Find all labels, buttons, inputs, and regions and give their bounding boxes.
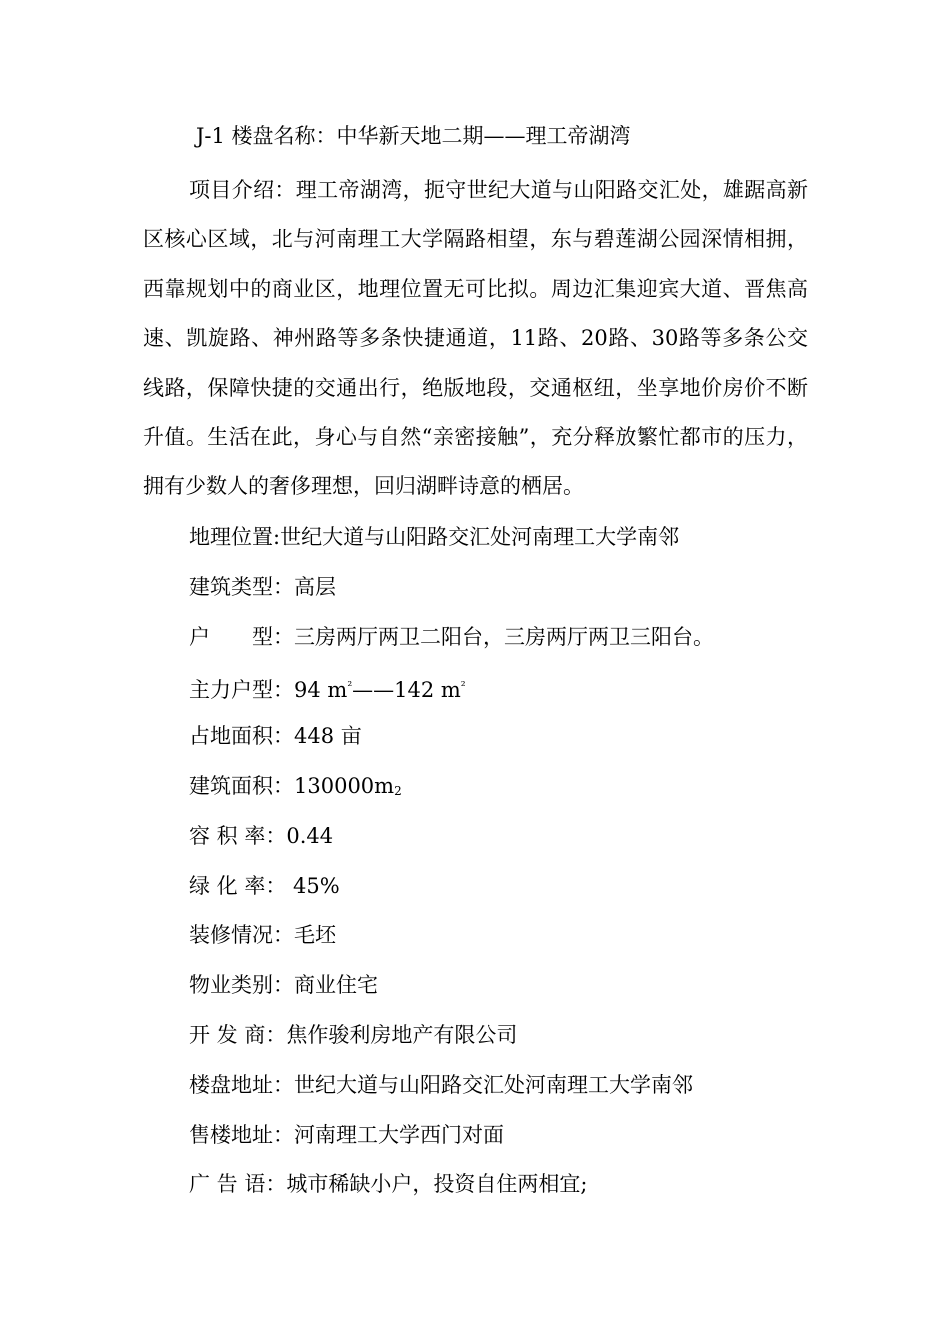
field-label: 建筑类型： — [189, 574, 294, 599]
field-label: 绿 化 率： — [189, 873, 287, 898]
field-unit-type — [189, 613, 714, 663]
square-subscript: 2 — [394, 783, 402, 798]
field-value: 45% — [286, 873, 340, 898]
field-value: 世纪大道与山阳路交汇处河南理工大学南邻 — [280, 525, 680, 549]
field-sales-office-address — [189, 1111, 714, 1161]
field-label: 售楼地址： — [189, 1122, 294, 1147]
field-label: 广 告 语： — [189, 1172, 287, 1197]
field-land-area — [189, 712, 714, 762]
field-property-address — [189, 1061, 714, 1111]
field-value: 448 亩 — [294, 724, 362, 749]
field-value: 商业住宅 — [294, 973, 378, 998]
range-dash: —— — [352, 678, 395, 703]
field-value: 三房两厅两卫二阳台，三房两厅两卫三阳台。 — [294, 624, 714, 649]
page-title: J-1 楼盘名称：中华新天地二期——理工帝湖湾 — [196, 124, 631, 148]
field-label: 物业类别： — [189, 973, 294, 998]
field-value-max: 142 m — [394, 678, 461, 703]
field-plot-ratio — [189, 812, 714, 862]
field-value: 河南理工大学西门对面 — [294, 1122, 504, 1147]
field-label: 开 发 商： — [189, 1022, 287, 1047]
field-label: 地理位置: — [189, 525, 281, 549]
field-label: 占地面积： — [189, 724, 294, 749]
field-label: 建筑面积： — [189, 773, 294, 798]
field-location — [189, 513, 714, 563]
field-slogan — [189, 1160, 714, 1210]
field-value: 130000m — [294, 773, 395, 798]
field-label: 装修情况： — [189, 923, 294, 948]
field-label: 主力户型： — [189, 678, 294, 703]
field-developer — [189, 1011, 714, 1061]
field-green-ratio — [189, 862, 714, 912]
field-label: 容 积 率： — [189, 823, 287, 848]
field-floor-area — [189, 762, 714, 812]
field-value: 焦作骏利房地产有限公司 — [286, 1022, 518, 1047]
field-label: 户 型： — [189, 624, 294, 649]
field-value: 0.44 — [286, 823, 334, 848]
field-value: 毛坯 — [294, 923, 336, 948]
field-building-type — [189, 563, 714, 613]
property-details-list — [189, 513, 714, 1210]
square-superscript: ² — [460, 679, 466, 694]
field-value: 高层 — [294, 574, 336, 599]
field-value: 城市稀缺小户，投资自住两相宜; — [286, 1172, 588, 1197]
square-superscript: ² — [347, 679, 353, 694]
field-property-category — [189, 961, 714, 1011]
project-intro-paragraph: 项目介绍：理工帝湖湾，扼守世纪大道与山阳路交汇处，雄踞高新区核心区域，北与河南理工大学隔路相望，东与碧莲湖公园深情相拥，西靠规划中的商业区，地理位置无可比拟。周边汇集迎宾大道、晋焦高速、凯旋路、神州路等多条快捷通道，11路、20路、30路等多条公交线路，保障快捷的交通出行，绝版地段，交通枢纽，坐享地价房价不断升值。生活在此，身心与自然“亲密接触”，充分释放繁忙都市的压力，拥有少数人的奢侈理想，回归湖畔诗意的栖居。 — [143, 178, 808, 499]
field-label: 楼盘地址： — [189, 1072, 294, 1097]
field-value: 世纪大道与山阳路交汇处河南理工大学南邻 — [294, 1072, 693, 1097]
field-main-unit-size — [189, 662, 714, 712]
field-decoration — [189, 911, 714, 961]
field-value-min: 94 m — [294, 678, 348, 703]
